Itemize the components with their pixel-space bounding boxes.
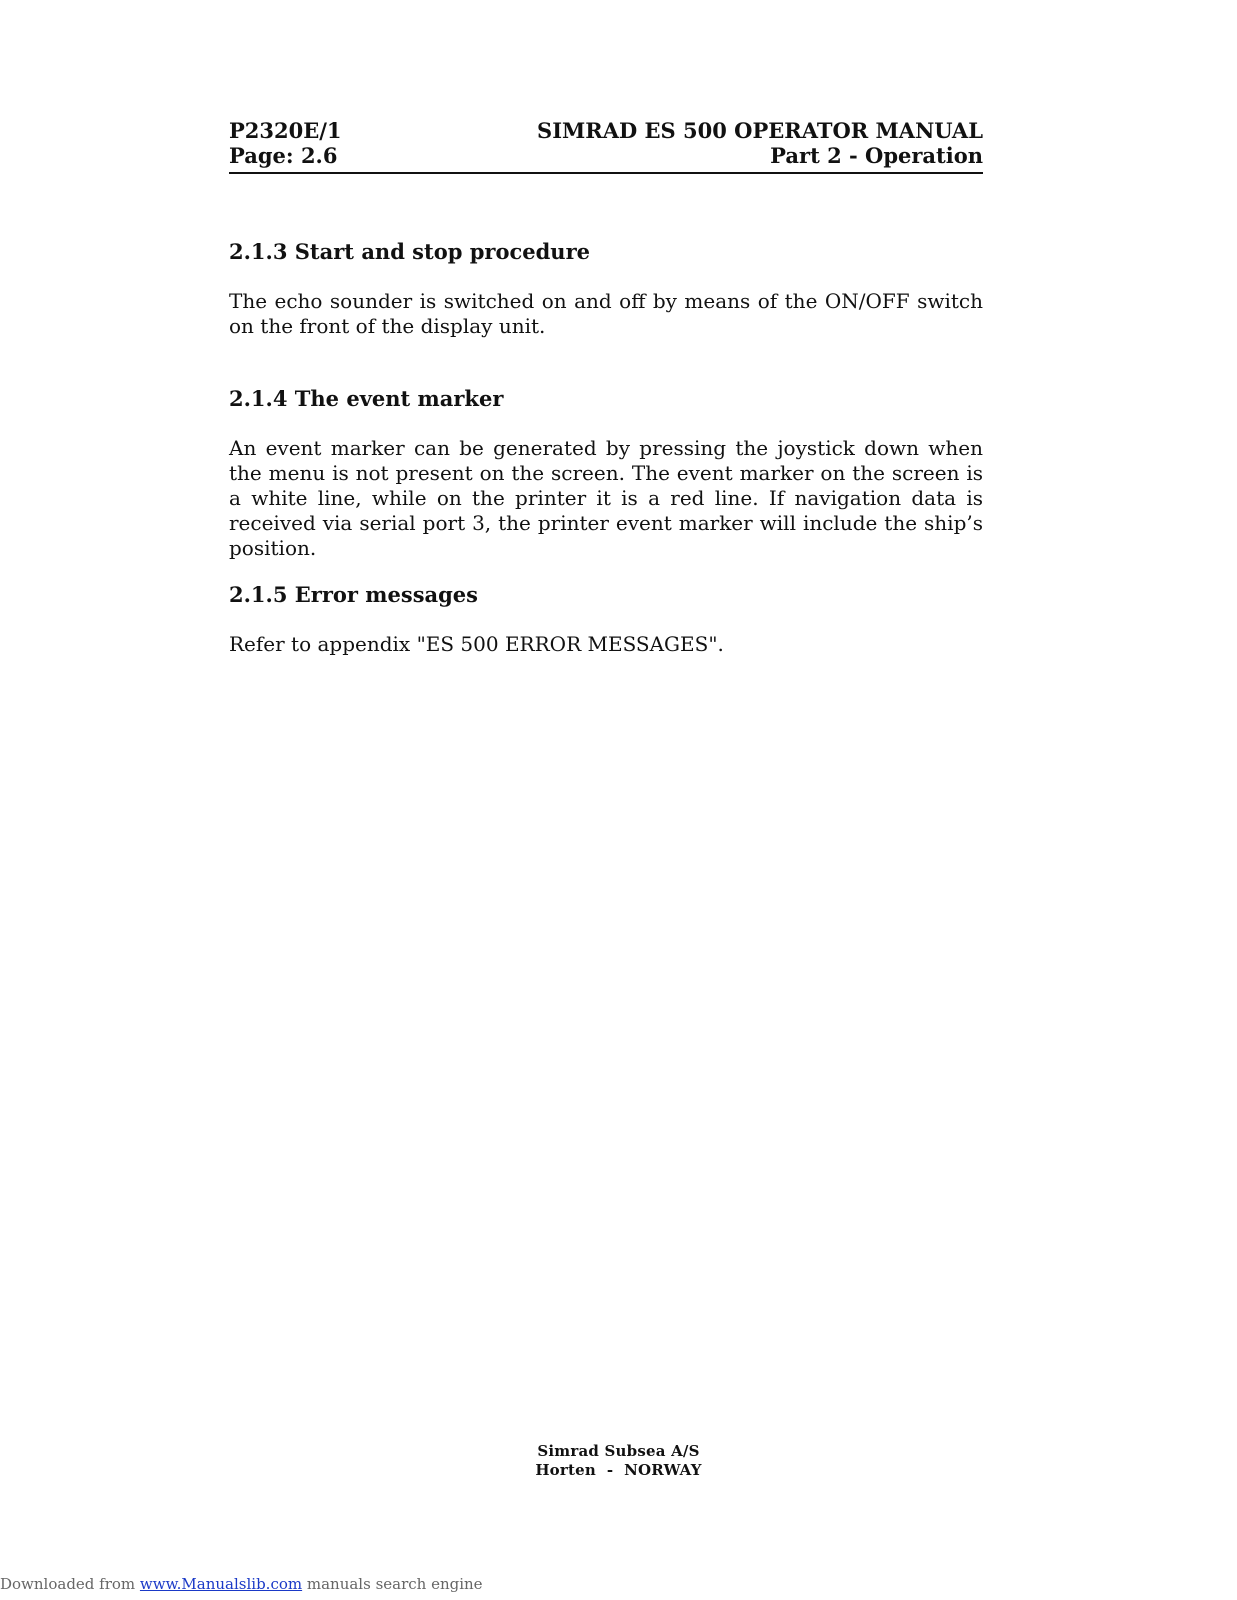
section-start-stop xyxy=(229,239,983,339)
header-left xyxy=(229,118,342,168)
section-body: The echo sounder is switched on and off by means of the ON/OFF switch on the front of the display unit. xyxy=(229,289,983,338)
footer-location: Horten - NORWAY xyxy=(535,1461,702,1479)
download-banner xyxy=(0,1574,483,1594)
part-title: Part 2 - Operation xyxy=(770,143,983,168)
footer-company-name: Simrad Subsea A/S xyxy=(537,1442,700,1460)
section-heading: 2.1.3 Start and stop procedure xyxy=(229,239,590,264)
section-body: An event marker can be generated by pressing the joystick down when the menu is not present on the screen. The event marker on the screen is a white line, while on the printer it is a red line. If navigation data is received via serial port 3, the printer event marker will include the ship’s position. xyxy=(229,436,983,560)
header-right xyxy=(537,118,983,168)
section-body: Refer to appendix "ES 500 ERROR MESSAGES". xyxy=(229,632,724,656)
section-error-messages xyxy=(229,582,983,657)
section-heading: 2.1.5 Error messages xyxy=(229,582,478,607)
page-number: Page: 2.6 xyxy=(229,143,338,168)
page-header xyxy=(229,116,983,174)
download-suffix: manuals search engine xyxy=(302,1575,483,1593)
doc-id: P2320E/1 xyxy=(229,118,342,143)
download-prefix: Downloaded from xyxy=(0,1575,140,1593)
manual-title: SIMRAD ES 500 OPERATOR MANUAL xyxy=(537,118,983,143)
manualslib-link[interactable]: www.Manualslib.com xyxy=(139,1575,303,1593)
section-heading: 2.1.4 The event marker xyxy=(229,386,504,411)
section-event-marker xyxy=(229,386,983,561)
footer xyxy=(0,1442,1237,1480)
